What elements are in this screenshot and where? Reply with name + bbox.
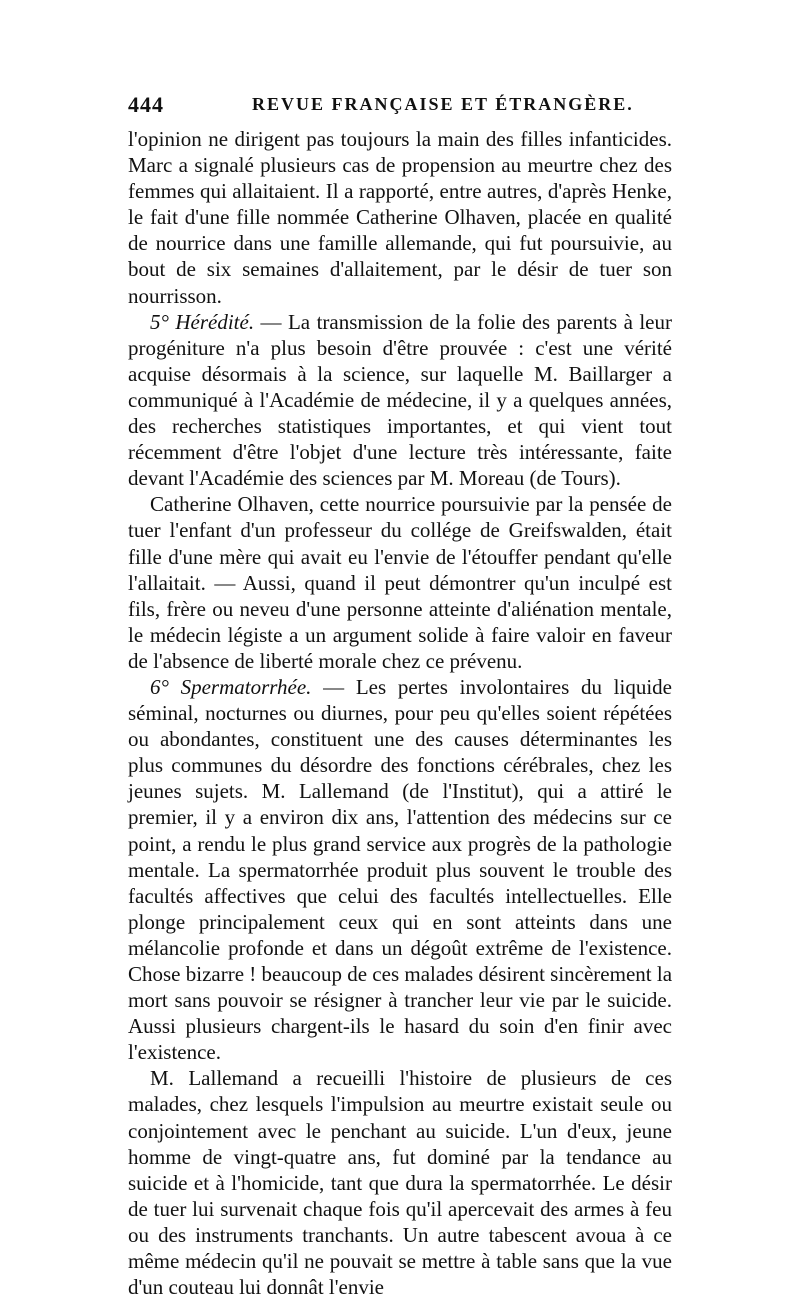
paragraph-heredite [128, 309, 672, 492]
paragraph-text: M. Lallemand a recueilli l'histoire de plusieurs de ces malades, chez lesquels l'impulsion au meurtre existait seule ou conjointement avec le penchant au suicide. L'un d'eux, jeune homme de vingt-quatre ans, fut dominé par la tendance au suicide et à l'homicide, tant que dura la spermatorrhée. Le désir de tuer lui survenait chaque fois qu'il apercevait des armes à feu ou des instruments tranchants. Un autre tabescent avoua à ce même médecin qu'il ne pouvait se mettre à table sans que la vue d'un couteau lui donnât l'envie [128, 1066, 672, 1300]
paragraph-olhaven [128, 491, 672, 674]
running-title: REVUE FRANÇAISE ET ÉTRANGÈRE. [252, 94, 634, 114]
paragraph-text: — La transmission de la folie des parents à leur progéniture n'a plus besoin d'être prouvée : c'est une vérité acquise désormais à la science, sur laquelle M. Baillarger a communiqué à l'Académie de médecine, il y a quelques années, des recherches statistiques importantes, et qui vient tout récemment d'être l'objet d'une lecture très intéressante, faite devant l'Académie des sciences par M. Moreau (de Tours). [128, 309, 672, 491]
body-text [128, 126, 672, 1300]
paragraph-text: l'opinion ne dirigent pas toujours la main des filles infanticides. Marc a signalé plusieurs cas de propension au meurtre chez des femmes qui allaitaient. Il a rapporté, entre autres, d'après Henke, le fait d'une fille nommée Catherine Olhaven, placée en qualité de nourrice dans une famille allemande, qui fut poursuivie, au bout de six semaines d'allaitement, par le désir de tuer son nourrisson. [128, 127, 672, 308]
running-head [128, 92, 672, 116]
paragraph-spermatorrhee [128, 674, 672, 1065]
paragraph-text: — Les pertes involontaires du liquide séminal, nocturnes ou diurnes, pour peu qu'elles soient répétées ou abondantes, constituent une des causes déterminantes les plus communes du désordre des fonctions cérébrales, chez les jeunes sujets. M. Lallemand (de l'Institut), qui a attiré le premier, il y a environ dix ans, l'attention des médecins sur ce point, a rendu le plus grand service aux progrès de la pathologie mentale. La spermatorrhée produit plus souvent le trouble des facultés affectives que celui des facultés intellectuelles. Elle plonge principalement ceux qui en sont atteints dans une mélancolie profonde et dans un dégoût extrême de l'existence. Chose bizarre ! beaucoup de ces malades désirent sincèrement la mort sans pouvoir se résigner à trancher leur vie par le suicide. Aussi plusieurs chargent-ils le hasard du soin d'en finir avec l'existence. [128, 674, 673, 1065]
section-heading-spermatorrhee: 6° Spermatorrhée. [150, 674, 312, 699]
page-number: 444 [128, 92, 164, 117]
paragraph-infanticides [128, 126, 672, 309]
paragraph-lallemand [128, 1065, 672, 1300]
section-heading-heredite: 5° Hérédité. [150, 309, 255, 334]
paragraph-text: Catherine Olhaven, cette nourrice poursuivie par la pensée de tuer l'enfant d'un professeur du collége de Greifswalden, était fille d'une mère qui avait eu l'envie de l'étouffer pendant qu'elle l'allaitait. — Aussi, quand il peut démontrer qu'un inculpé est fils, frère ou neveu d'une personne atteinte d'aliénation mentale, le médecin légiste a un argument solide à faire valoir en faveur de l'absence de liberté morale chez ce prévenu. [128, 492, 672, 673]
